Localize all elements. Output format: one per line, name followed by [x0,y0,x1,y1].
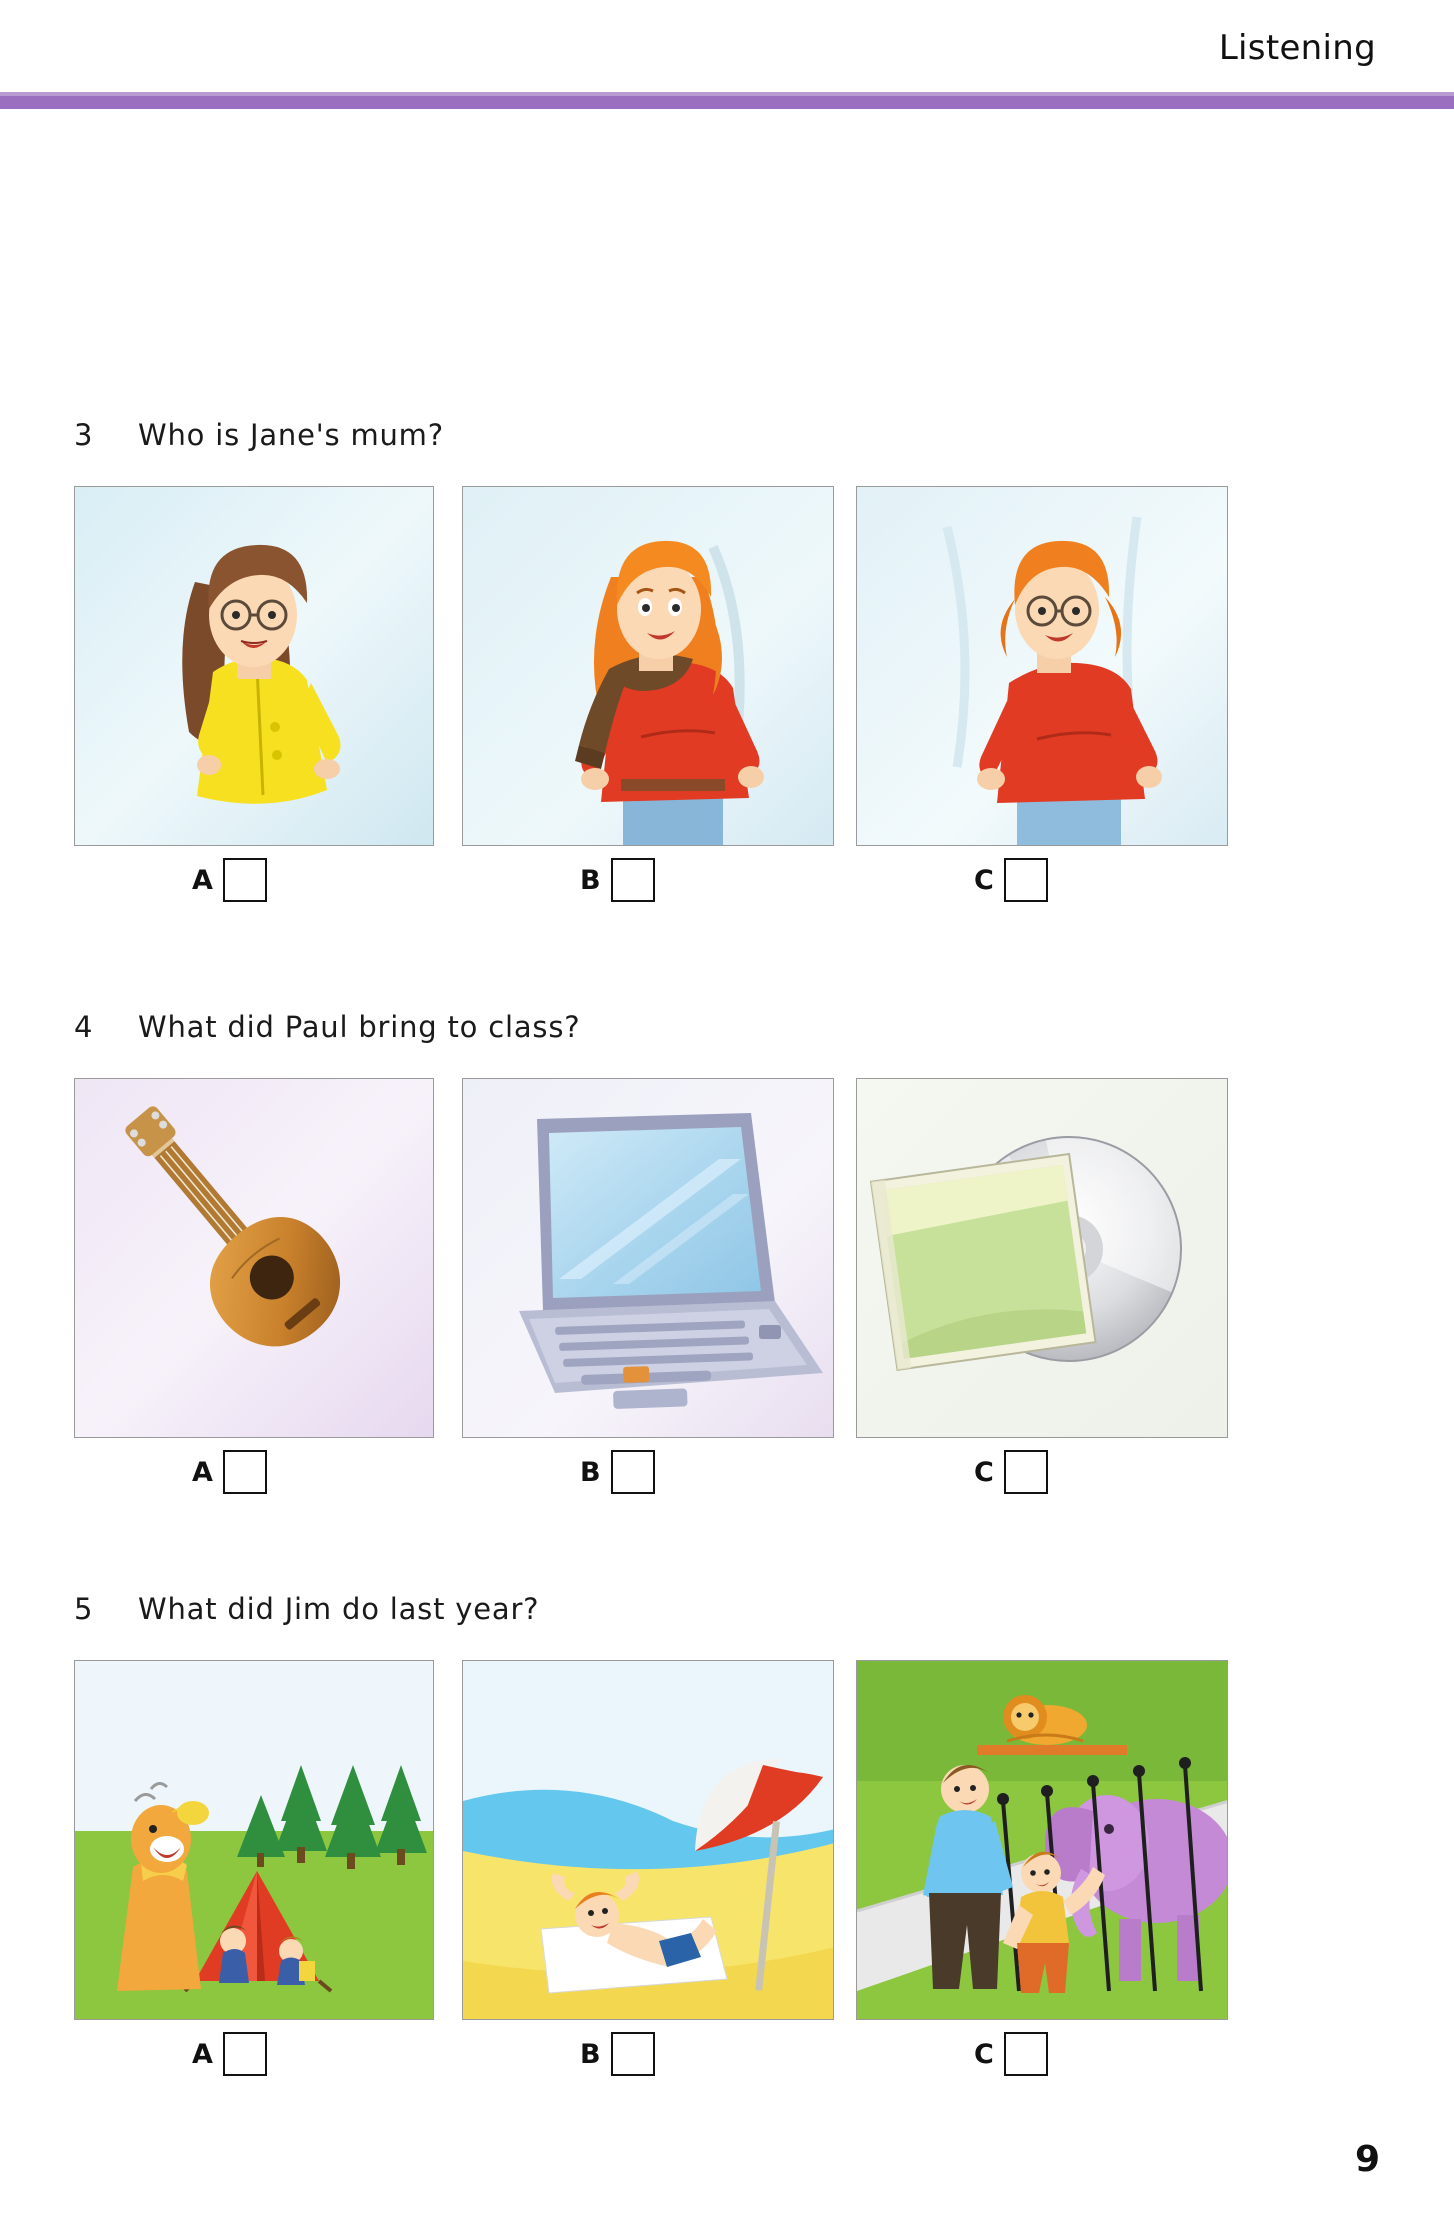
question-3-option-c[interactable] [856,486,1228,896]
illustration-svg [463,1661,834,2020]
answer-letter-c: C [974,1456,994,1488]
acoustic-guitar-image [74,1078,434,1438]
page-number: 9 [1354,2139,1380,2180]
cd-disc-with-case-image [856,1078,1228,1438]
question-4 [74,1010,1384,1488]
answer-letter-a: A [192,2038,213,2070]
question-4-options [74,1078,1384,1488]
camping-tent-in-forest-image [74,1660,434,2020]
answer-letter-c: C [974,2038,994,2070]
sunbathing-on-beach-with-umbrella-image [462,1660,834,2020]
question-4-option-c[interactable] [856,1078,1228,1488]
page-title: Listening [1218,28,1376,68]
answer-letter-b: B [580,1456,601,1488]
question-5 [74,1592,1384,2070]
answer-checkbox-c[interactable] [1004,858,1048,902]
answer-letter-b: B [580,864,601,896]
answer-letter-c: C [974,864,994,896]
question-4-heading [74,1010,1384,1062]
question-3-answer-b[interactable] [580,858,655,902]
question-4-answer-c[interactable] [974,1450,1048,1494]
answer-checkbox-a[interactable] [223,858,267,902]
illustration-svg [857,1661,1228,2020]
answer-letter-a: A [192,1456,213,1488]
question-5-option-b[interactable] [462,1660,834,2070]
question-4-option-b[interactable] [462,1078,834,1488]
question-3-number: 3 [74,418,93,452]
woman-short-orange-hair-glasses-red-jumper-image [856,486,1228,846]
question-5-text: What did Jim do last year? [138,1592,540,1626]
laptop-computer-image [462,1078,834,1438]
illustration-svg [75,1661,434,2020]
illustration-svg [463,487,834,846]
answer-checkbox-b[interactable] [611,1450,655,1494]
question-3-option-a[interactable] [74,486,434,896]
question-5-answer-b[interactable] [580,2032,655,2076]
question-4-text: What did Paul bring to class? [138,1010,581,1044]
answer-checkbox-c[interactable] [1004,1450,1048,1494]
illustration-svg [857,487,1228,846]
question-5-number: 5 [74,1592,93,1626]
woman-brown-hair-glasses-yellow-coat-image [74,486,434,846]
question-5-heading [74,1592,1384,1644]
question-5-answer-c[interactable] [974,2032,1048,2076]
page-header [0,0,1454,110]
illustration-svg [75,487,434,846]
answer-letter-b: B [580,2038,601,2070]
answer-letter-a: A [192,864,213,896]
question-5-option-c[interactable] [856,1660,1228,2070]
question-4-answer-a[interactable] [192,1450,267,1494]
visiting-zoo-with-elephant-image [856,1660,1228,2020]
answer-checkbox-a[interactable] [223,1450,267,1494]
question-4-answer-b[interactable] [580,1450,655,1494]
header-rule [0,96,1454,109]
question-3-answer-c[interactable] [974,858,1048,902]
question-3-text: Who is Jane's mum? [138,418,444,452]
answer-checkbox-b[interactable] [611,2032,655,2076]
question-3-options [74,486,1384,896]
question-3-option-b[interactable] [462,486,834,896]
question-3-heading [74,418,1384,470]
question-5-option-a[interactable] [74,1660,434,2070]
question-4-option-a[interactable] [74,1078,434,1488]
illustration-svg [463,1079,834,1438]
answer-checkbox-a[interactable] [223,2032,267,2076]
question-5-answer-a[interactable] [192,2032,267,2076]
answer-checkbox-b[interactable] [611,858,655,902]
question-5-options [74,1660,1384,2070]
woman-orange-hair-red-jumper-scarf-image [462,486,834,846]
question-3 [74,418,1384,896]
answer-checkbox-c[interactable] [1004,2032,1048,2076]
illustration-svg [75,1079,434,1438]
question-4-number: 4 [74,1010,93,1044]
question-3-answer-a[interactable] [192,858,267,902]
illustration-svg [857,1079,1228,1438]
